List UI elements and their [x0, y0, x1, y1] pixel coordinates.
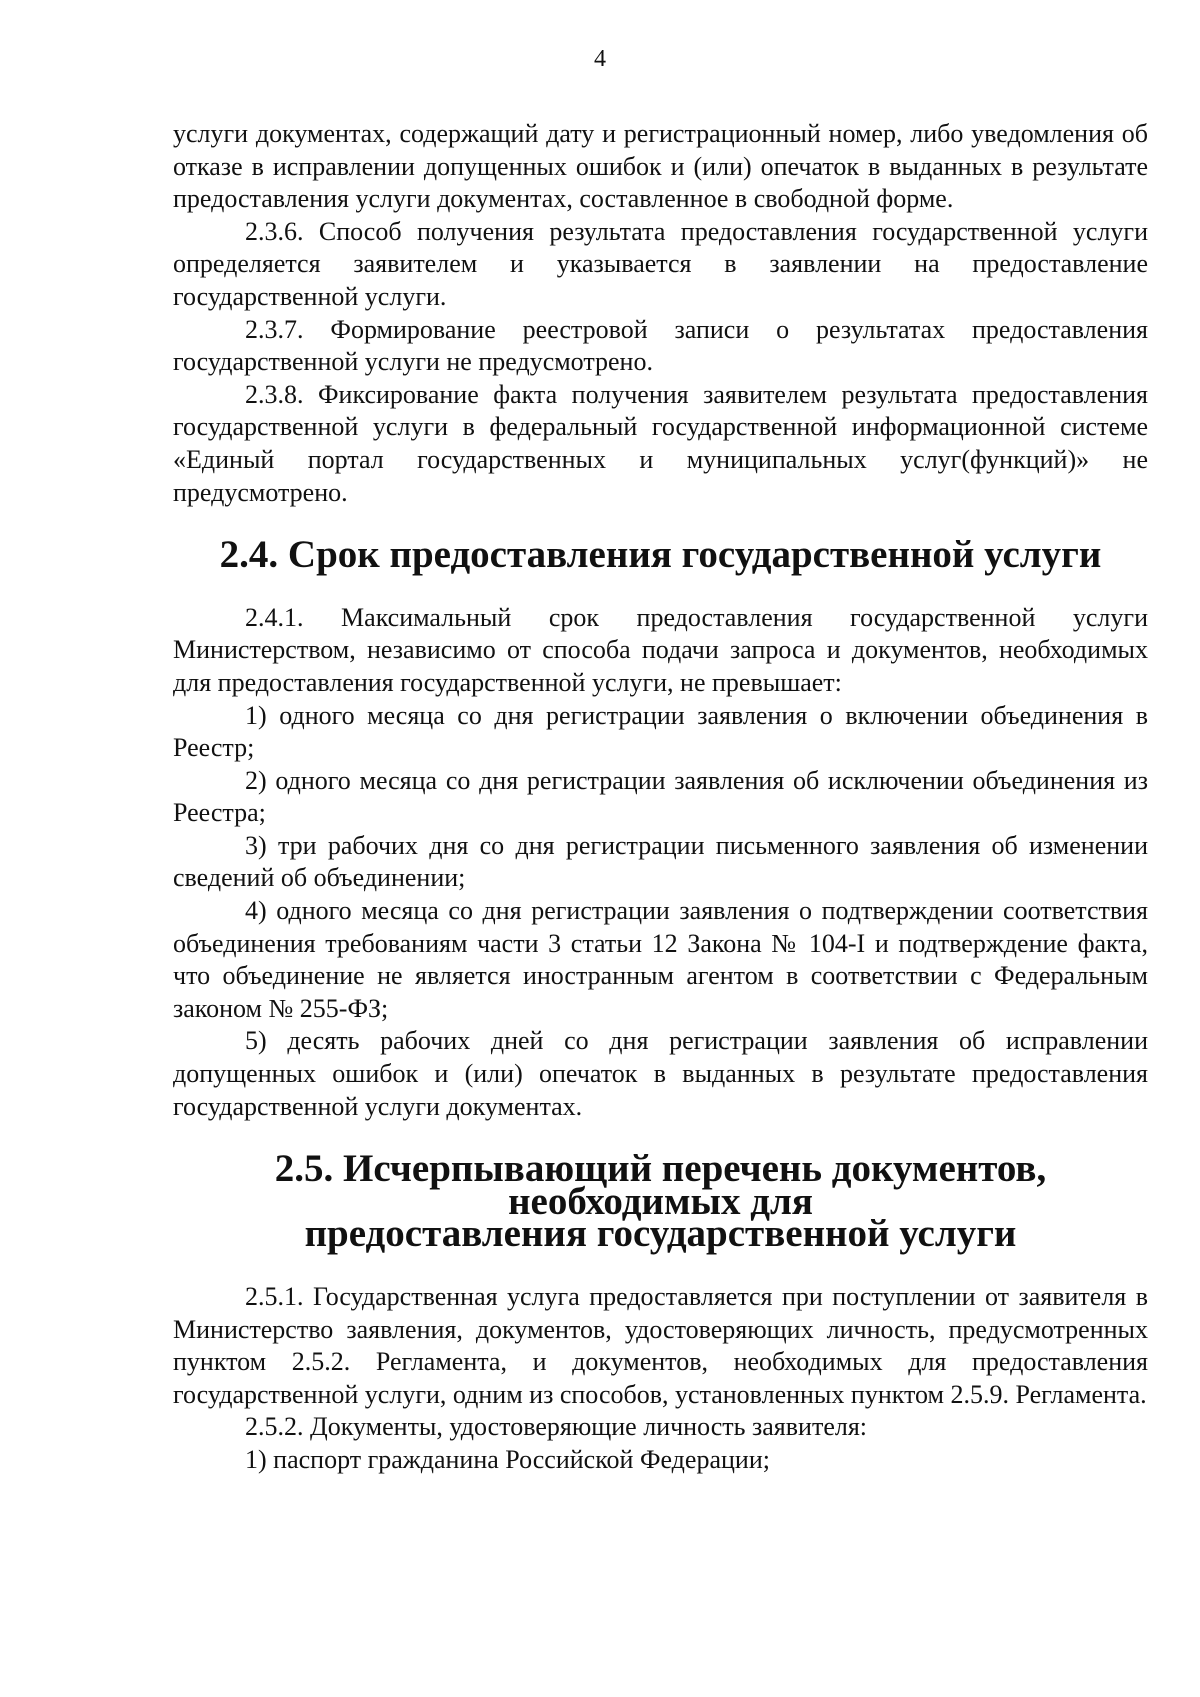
- paragraph-2-4-1: 2.4.1. Максимальный срок предоставления государственной услуги Министерством, независимо от способа подачи запроса и документов, необходимых для предоставления государственной услуги, не превышает:: [173, 602, 1148, 697]
- paragraph-2-5-2: 2.5.2. Документы, удостоверяющие личность заявителя:: [245, 1412, 868, 1442]
- paragraph-2-3-6: 2.3.6. Способ получения результата предоставления государственной услуги определяется заявителем и указывается в заявлении на предоставление государственной услуги.: [173, 216, 1148, 311]
- list-item-2: 2) одного месяца со дня регистрации заявления об исключении объединения из Реестра;: [173, 765, 1148, 828]
- list-item-5: 5) десять рабочих дней со дня регистрации заявления об исправлении допущенных ошибок и (или) опечаток в выданных в результате предоставления государственной услуги документах.: [173, 1026, 1148, 1121]
- document-body: [173, 118, 1148, 1477]
- section-heading-2-5-line2: предоставления государственной услуги: [304, 1212, 1017, 1256]
- spacer: [173, 572, 1148, 602]
- page-number: 4: [594, 46, 606, 72]
- paragraph-2-3-7: 2.3.7. Формирование реестровой записи о результатах предоставления государственной услуги не предусмотрено.: [173, 314, 1148, 377]
- paragraph-2-3-8: 2.3.8. Фиксирование факта получения заявителем результата предоставления государственной услуги в федеральный государственной информационной системе «Единый портал государственных и муниципальных услуг(функций)» не предусмотрено.: [173, 379, 1148, 507]
- section-heading-2-4: 2.4. Срок предоставления государственной услуги: [219, 533, 1102, 577]
- spacer: [173, 1251, 1148, 1281]
- paragraph-2-5-1: 2.5.1. Государственная услуга предоставляется при поступлении от заявителя в Министерство заявления, документов, удостоверяющих личность, предусмотренных пунктом 2.5.2. Регламента, и документов, необходимых для предоставления государственной услуги, одним из способов, установленных пунктом 2.5.9. Регламента.: [173, 1282, 1148, 1409]
- list-item-4: 4) одного месяца со дня регистрации заявления о подтверждении соответствия объединения требованиям части 3 статьи 12 Закона № 104-I и подтверждение факта, что объединение не является иностранным агентом в соответствии с Федеральным законом № 255-ФЗ;: [173, 896, 1148, 1023]
- list-item-passport: 1) паспорт гражданина Российской Федерации;: [245, 1444, 770, 1474]
- section-heading-2-5-line1: 2.5. Исчерпывающий перечень документов, необходимых для: [274, 1147, 1047, 1223]
- section-heading-2-5: [173, 1147, 1148, 1256]
- list-item-1: 1) одного месяца со дня регистрации заявления о включении объединения в Реестр;: [173, 700, 1148, 763]
- paragraph-continuation: услуги документах, содержащий дату и регистрационный номер, либо уведомления об отказе в исправлении допущенных ошибок и (или) опечаток в выданных в результате предоставления услуги документах, составленное в свободной форме.: [173, 119, 1148, 214]
- list-item-3: 3) три рабочих дня со дня регистрации письменного заявления об изменении сведений об объединении;: [173, 830, 1148, 893]
